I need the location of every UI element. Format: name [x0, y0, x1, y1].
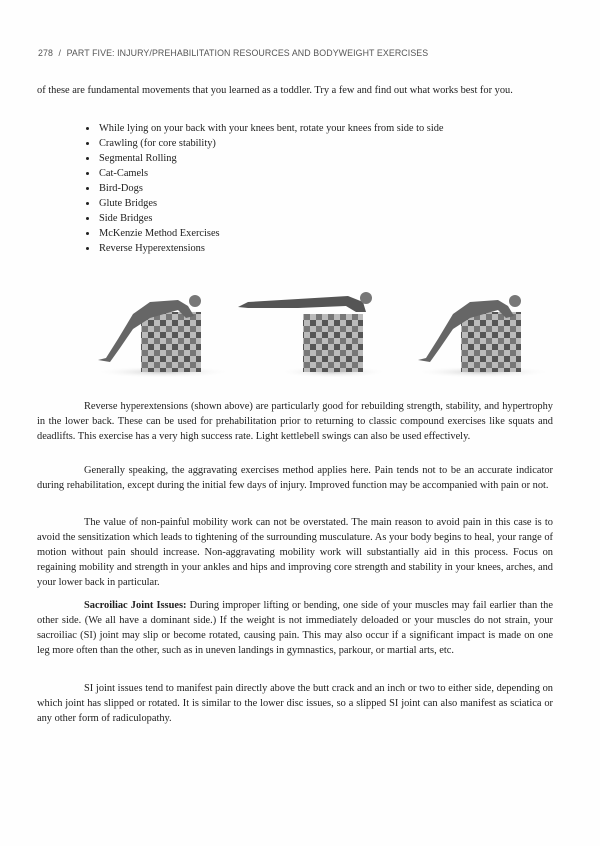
list-item-text: Reverse Hyperextensions	[99, 243, 205, 254]
list-item-text: Cat-Camels	[99, 168, 149, 179]
list-item-text: Side Bridges	[99, 213, 153, 224]
bullet-icon	[86, 172, 89, 175]
reverse-hyper-paragraph	[37, 399, 553, 444]
paragraph-text: The value of non-painful mobility work can not be overstated. The main reason to avoid pain in this case is to avoid the sensitization which leads to tightening of the surrounding musculature. As your body begins to heal, your range of motion without pain should increase. Non-aggravating mobility work will substantially aid in this process. Focus on regaining mobility and strength in your ankles and hips and improving core strength and stability in your knees, arches, and your lower back in particular.	[37, 517, 553, 588]
section-title: PART FIVE: INJURY/PREHABILITATION RESOURCES AND BODYWEIGHT EXERCISES	[66, 48, 429, 59]
paragraph-body: During improper lifting or bending, one side of your muscles may fail earlier than the other side. (We all have a dominant side.) If the weight is not immediately deloaded or your muscles do not strain, your sacroiliac (SI) joint may slip or become rotated, causing pain. This may also occur if a significant impact is made on one leg more often than the other, such as in uneven landings in gymnastics, parkour, or martial arts, etc.	[37, 600, 553, 656]
bullet-icon	[86, 217, 89, 220]
list-item-text: Segmental Rolling	[99, 153, 177, 164]
si-manifest-paragraph	[37, 681, 553, 726]
list-item	[86, 196, 444, 211]
reverse-hyperextension-start-figure	[408, 284, 558, 379]
list-item	[86, 181, 444, 196]
reverse-hyperextension-top-figure	[238, 284, 388, 379]
reverse-hyperextension-start-figure	[88, 284, 238, 379]
intro-text: of these are fundamental movements that you learned as a toddler. Try a few and find out what works best for you.	[37, 85, 513, 96]
list-item	[86, 136, 444, 151]
paragraph-text	[37, 598, 553, 658]
aggravating-paragraph	[37, 463, 553, 493]
header-separator: /	[58, 48, 62, 59]
bullet-icon	[86, 247, 89, 250]
list-item	[86, 226, 444, 241]
list-item	[86, 151, 444, 166]
paragraph-text: Generally speaking, the aggravating exercises method applies here. Pain tends not to be an accurate indicator during rehabilitation, except during the initial few days of injury. Improved function may be accompanied with pain or not.	[37, 465, 553, 491]
subsection-heading: Sacroiliac Joint Issues:	[84, 600, 187, 611]
list-item-text: While lying on your back with your knees bent, rotate your knees from side to side	[99, 123, 444, 134]
bullet-icon	[86, 142, 89, 145]
list-item	[86, 166, 444, 181]
sacroiliac-paragraph	[37, 598, 553, 658]
bullet-icon	[86, 157, 89, 160]
bullet-icon	[86, 232, 89, 235]
page-number: 278	[38, 48, 54, 59]
exercise-list	[86, 121, 444, 256]
running-head	[38, 48, 428, 59]
paragraph-text: Reverse hyperextensions (shown above) are particularly good for rebuilding strength, stability, and hypertrophy in the lower back. These can be used for prehabilitation prior to returning to classic compound exercises like squats and deadlifts. This exercise has a very high success rate. Light kettlebell swings can also be used effectively.	[37, 401, 553, 442]
paragraph-text: SI joint issues tend to manifest pain directly above the butt crack and an inch or two to either side, depending on which joint has slipped or rotated. It is similar to the lower disc issues, so a slipped SI joint can also manifest as sciatica or any other form of radiculopathy.	[37, 683, 553, 724]
bullet-icon	[86, 127, 89, 130]
intro-paragraph	[37, 83, 553, 98]
mobility-paragraph	[37, 515, 553, 590]
list-item-text: Glute Bridges	[99, 198, 158, 209]
list-item	[86, 211, 444, 226]
bullet-icon	[86, 202, 89, 205]
list-item-text: McKenzie Method Exercises	[99, 228, 220, 239]
list-item	[86, 121, 444, 136]
list-item-text: Crawling (for core stability)	[99, 138, 216, 149]
list-item-text: Bird-Dogs	[99, 183, 143, 194]
list-item	[86, 241, 444, 256]
bullet-icon	[86, 187, 89, 190]
